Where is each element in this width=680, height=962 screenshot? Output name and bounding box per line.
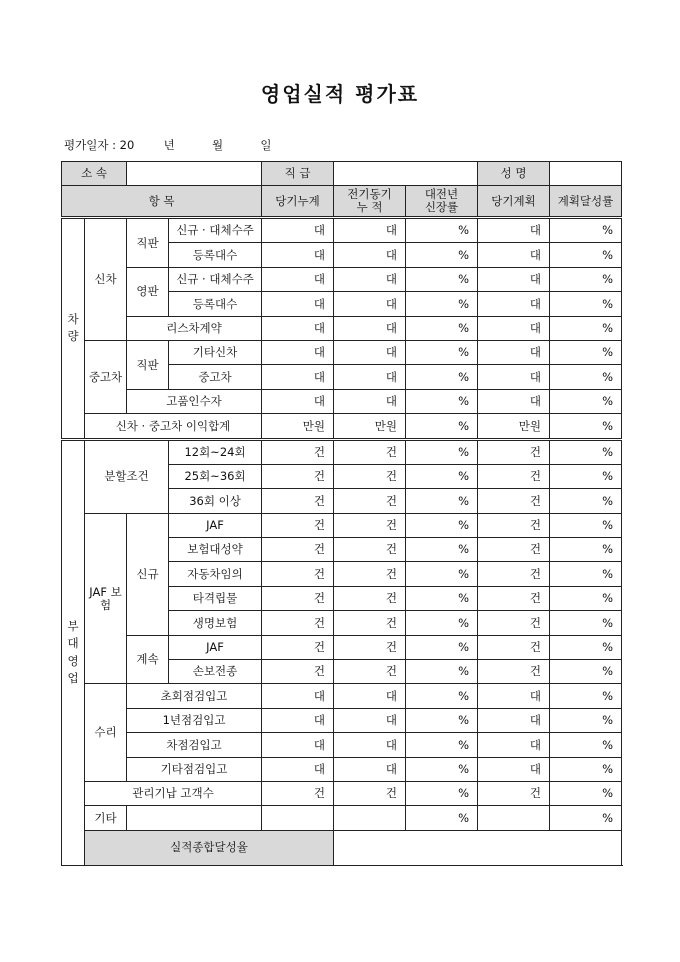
group-repair: 수리	[85, 684, 127, 782]
rank-label: 직 급	[262, 162, 334, 186]
cum-cell[interactable]: 건	[262, 781, 334, 805]
row-label: 신규 · 대체수주	[169, 267, 262, 291]
yoy-header: 대전년 신장률	[406, 186, 478, 218]
row-label: 기타신차	[169, 340, 262, 364]
yoy-cell[interactable]: %	[406, 708, 478, 732]
date-month: 월	[212, 138, 224, 152]
yoy-cell[interactable]: %	[406, 538, 478, 562]
rate-cell[interactable]: %	[550, 781, 622, 805]
cum-cell[interactable]: 대	[262, 365, 334, 389]
row-label: 관리기납 고객수	[85, 781, 262, 805]
yoy-cell[interactable]: %	[406, 586, 478, 610]
plan-cell[interactable]: 건	[478, 513, 550, 537]
yoy-cell[interactable]: %	[406, 781, 478, 805]
row-label: 등록대수	[169, 243, 262, 267]
group-ancillary: 부대영업	[62, 439, 85, 865]
other-label-field[interactable]	[127, 806, 262, 830]
yoy-cell[interactable]: %	[406, 733, 478, 757]
cum-cell[interactable]: 대	[262, 684, 334, 708]
row-label: 차점검입고	[127, 733, 262, 757]
plan-cell[interactable]: 건	[478, 464, 550, 488]
plan-cell[interactable]: 건	[478, 611, 550, 635]
cum-cell[interactable]: 대	[262, 708, 334, 732]
table-row	[62, 414, 622, 439]
row-label: 12회~24회	[169, 439, 262, 464]
yoy-cell[interactable]: %	[406, 806, 478, 830]
group-new-contract: 신규	[127, 513, 169, 635]
prev-header: 전기동기 누 적	[334, 186, 406, 218]
date-year: 년	[163, 138, 175, 152]
rate-cell[interactable]: %	[550, 635, 622, 659]
prev-cell[interactable]: 대	[334, 365, 406, 389]
prev-cell[interactable]: 건	[334, 513, 406, 537]
group-direct: 직판	[127, 218, 169, 268]
rate-cell[interactable]: %	[550, 292, 622, 316]
prev-cell[interactable]: 건	[334, 635, 406, 659]
prev-cell[interactable]: 대	[334, 316, 406, 340]
rate-cell[interactable]: %	[550, 586, 622, 610]
table-row	[62, 757, 622, 781]
prev-cell[interactable]: 건	[334, 781, 406, 805]
rate-cell[interactable]: %	[550, 316, 622, 340]
cum-cell[interactable]	[262, 806, 334, 830]
rate-cell[interactable]: %	[550, 439, 622, 464]
rank-field[interactable]	[334, 162, 478, 186]
prev-cell[interactable]: 건	[334, 489, 406, 513]
yoy-cell[interactable]: %	[406, 340, 478, 364]
row-label: 신차 · 중고차 이익합계	[85, 414, 262, 439]
plan-cell[interactable]: 대	[478, 757, 550, 781]
row-label: JAF	[169, 513, 262, 537]
affiliation-field[interactable]	[127, 162, 262, 186]
total-achievement-field[interactable]	[334, 830, 622, 865]
yoy-cell[interactable]: %	[406, 635, 478, 659]
row-label: 고품인수자	[127, 389, 262, 413]
group-installment: 분할조건	[85, 439, 169, 513]
row-label: 기타점검입고	[127, 757, 262, 781]
cum-cell[interactable]: 건	[262, 611, 334, 635]
prev-cell[interactable]: 대	[334, 292, 406, 316]
cum-cell[interactable]: 대	[262, 267, 334, 291]
rate-cell[interactable]: %	[550, 562, 622, 586]
plan-cell[interactable]: 건	[478, 781, 550, 805]
prev-cell[interactable]: 건	[334, 464, 406, 488]
evaluation-date	[64, 137, 272, 153]
cum-cell[interactable]: 만원	[262, 414, 334, 439]
plan-cell[interactable]: 건	[478, 586, 550, 610]
rate-cell[interactable]: %	[550, 684, 622, 708]
rate-cell[interactable]: %	[550, 733, 622, 757]
prev-cell[interactable]: 대	[334, 733, 406, 757]
yoy-cell[interactable]: %	[406, 464, 478, 488]
rate-cell[interactable]: %	[550, 611, 622, 635]
cum-cell[interactable]: 건	[262, 660, 334, 684]
total-achievement-label: 실적종합달성율	[85, 830, 334, 865]
prev-cell[interactable]: 건	[334, 562, 406, 586]
prev-cell[interactable]: 대	[334, 708, 406, 732]
table-row	[62, 316, 622, 340]
prev-cell[interactable]: 대	[334, 218, 406, 243]
plan-cell[interactable]: 대	[478, 733, 550, 757]
item-header: 항 목	[62, 186, 262, 218]
row-label: 보험대성약	[169, 538, 262, 562]
plan-cell[interactable]: 건	[478, 660, 550, 684]
cum-cell[interactable]: 건	[262, 489, 334, 513]
row-label: 1년점검입고	[127, 708, 262, 732]
table-row	[62, 439, 622, 464]
plan-cell[interactable]: 만원	[478, 414, 550, 439]
rate-cell[interactable]: %	[550, 414, 622, 439]
table-row	[62, 340, 622, 364]
plan-cell[interactable]: 건	[478, 489, 550, 513]
evaluation-table	[61, 161, 622, 866]
cum-cell[interactable]: 건	[262, 464, 334, 488]
table-row	[62, 218, 622, 243]
row-label: 36회 이상	[169, 489, 262, 513]
name-label: 성 명	[478, 162, 550, 186]
table-row	[62, 635, 622, 659]
cum-cell[interactable]: 건	[262, 586, 334, 610]
prev-cell[interactable]: 건	[334, 586, 406, 610]
row-label: 중고차	[169, 365, 262, 389]
date-label: 평가일자 : 20	[64, 138, 135, 152]
cum-cell[interactable]: 대	[262, 389, 334, 413]
yoy-cell[interactable]: %	[406, 660, 478, 684]
yoy-cell[interactable]: %	[406, 218, 478, 243]
row-label: 신규 · 대체수주	[169, 218, 262, 243]
name-field[interactable]	[550, 162, 622, 186]
group-renewal: 계속	[127, 635, 169, 684]
prev-cell[interactable]: 대	[334, 267, 406, 291]
rate-cell[interactable]: %	[550, 464, 622, 488]
table-row	[62, 708, 622, 732]
rate-cell[interactable]: %	[550, 708, 622, 732]
yoy-cell[interactable]: %	[406, 489, 478, 513]
row-label: 초회점검입고	[127, 684, 262, 708]
prev-cell[interactable]: 만원	[334, 414, 406, 439]
rate-cell[interactable]: %	[550, 513, 622, 537]
plan-cell[interactable]: 대	[478, 243, 550, 267]
row-label: JAF	[169, 635, 262, 659]
rate-cell[interactable]: %	[550, 243, 622, 267]
row-label: 25회~36회	[169, 464, 262, 488]
group-new-car: 신차	[85, 218, 127, 341]
cum-cell[interactable]: 대	[262, 757, 334, 781]
cum-cell[interactable]: 대	[262, 316, 334, 340]
cum-cell[interactable]: 대	[262, 340, 334, 364]
rate-cell[interactable]: %	[550, 757, 622, 781]
plan-cell[interactable]: 대	[478, 365, 550, 389]
group-direct-used: 직판	[127, 340, 169, 389]
row-label: 자동차임의	[169, 562, 262, 586]
plan-cell[interactable]: 대	[478, 684, 550, 708]
cum-cell[interactable]: 건	[262, 513, 334, 537]
table-row	[62, 806, 622, 830]
yoy-cell[interactable]: %	[406, 267, 478, 291]
rate-cell[interactable]: %	[550, 389, 622, 413]
prev-cell[interactable]: 건	[334, 660, 406, 684]
prev-cell[interactable]: 건	[334, 439, 406, 464]
table-row	[62, 389, 622, 413]
cum-cell[interactable]: 대	[262, 292, 334, 316]
prev-cell[interactable]: 대	[334, 757, 406, 781]
rate-cell[interactable]: %	[550, 489, 622, 513]
table-row	[62, 267, 622, 291]
rate-header: 계획달성률	[550, 186, 622, 218]
row-label: 타격립물	[169, 586, 262, 610]
cum-cell[interactable]: 건	[262, 562, 334, 586]
rate-cell[interactable]: %	[550, 538, 622, 562]
plan-cell[interactable]: 대	[478, 340, 550, 364]
plan-header: 당기계획	[478, 186, 550, 218]
yoy-cell[interactable]: %	[406, 611, 478, 635]
document-title: 영업실적 평가표	[260, 82, 420, 106]
table-row	[62, 684, 622, 708]
yoy-cell[interactable]: %	[406, 292, 478, 316]
group-jaf-insurance: JAF 보험	[85, 513, 127, 684]
total-row	[62, 830, 622, 865]
group-vehicle: 차량	[62, 218, 85, 440]
date-day: 일	[260, 138, 272, 152]
plan-cell[interactable]: 대	[478, 708, 550, 732]
plan-cell[interactable]	[478, 806, 550, 830]
cum-cell[interactable]: 대	[262, 243, 334, 267]
row-label: 등록대수	[169, 292, 262, 316]
cum-cell[interactable]: 대	[262, 218, 334, 243]
table-row	[62, 513, 622, 537]
yoy-cell[interactable]: %	[406, 562, 478, 586]
cum-cell[interactable]: 건	[262, 538, 334, 562]
affiliation-label: 소 속	[62, 162, 127, 186]
group-agency: 영판	[127, 267, 169, 316]
rate-cell[interactable]: %	[550, 365, 622, 389]
group-used-car: 중고차	[85, 340, 127, 413]
prev-cell[interactable]: 대	[334, 684, 406, 708]
rate-cell[interactable]: %	[550, 806, 622, 830]
row-label: 생명보험	[169, 611, 262, 635]
yoy-cell[interactable]: %	[406, 316, 478, 340]
prev-cell[interactable]: 대	[334, 389, 406, 413]
plan-cell[interactable]: 대	[478, 389, 550, 413]
plan-cell[interactable]: 건	[478, 439, 550, 464]
table-row	[62, 733, 622, 757]
prev-cell[interactable]: 건	[334, 611, 406, 635]
rate-cell[interactable]: %	[550, 340, 622, 364]
rate-cell[interactable]: %	[550, 660, 622, 684]
yoy-cell[interactable]: %	[406, 513, 478, 537]
prev-cell[interactable]: 건	[334, 538, 406, 562]
rate-cell[interactable]: %	[550, 267, 622, 291]
plan-cell[interactable]: 건	[478, 635, 550, 659]
yoy-cell[interactable]: %	[406, 757, 478, 781]
group-other: 기타	[85, 806, 127, 830]
yoy-cell[interactable]: %	[406, 414, 478, 439]
prev-cell[interactable]: 대	[334, 340, 406, 364]
prev-cell[interactable]	[334, 806, 406, 830]
cum-header: 당기누계	[262, 186, 334, 218]
header-row-columns	[62, 186, 622, 218]
yoy-cell[interactable]: %	[406, 243, 478, 267]
yoy-cell[interactable]: %	[406, 389, 478, 413]
header-row-info	[62, 162, 622, 186]
rate-cell[interactable]: %	[550, 218, 622, 243]
table-row	[62, 781, 622, 805]
row-label: 손보전종	[169, 660, 262, 684]
cum-cell[interactable]: 건	[262, 635, 334, 659]
cum-cell[interactable]: 대	[262, 733, 334, 757]
cum-cell[interactable]: 건	[262, 439, 334, 464]
plan-cell[interactable]: 건	[478, 538, 550, 562]
yoy-cell[interactable]: %	[406, 684, 478, 708]
plan-cell[interactable]: 대	[478, 267, 550, 291]
yoy-cell[interactable]: %	[406, 365, 478, 389]
row-label: 리스차계약	[127, 316, 262, 340]
plan-cell[interactable]: 대	[478, 316, 550, 340]
prev-cell[interactable]: 대	[334, 243, 406, 267]
yoy-cell[interactable]: %	[406, 439, 478, 464]
plan-cell[interactable]: 건	[478, 562, 550, 586]
plan-cell[interactable]: 대	[478, 292, 550, 316]
plan-cell[interactable]: 대	[478, 218, 550, 243]
